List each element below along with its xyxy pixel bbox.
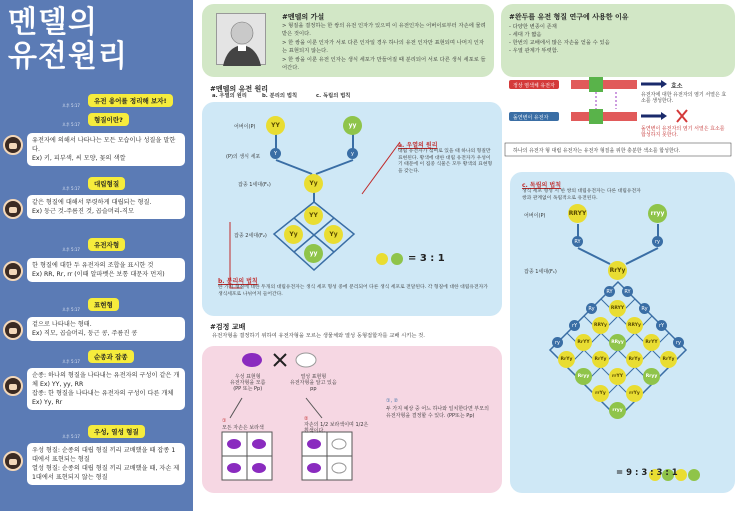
gamete: RY (622, 286, 633, 297)
chat-tag: 유전자형 (88, 238, 125, 251)
f1-label: 잡종 1세대(F₁) (524, 269, 557, 275)
gamete: ry (673, 337, 684, 348)
case-2-caption: 자손의 1/2 보라색이며 1/2은 흰색이다. (304, 422, 369, 434)
reason-line: - 한번의 교배에서 많은 자손을 얻을 수 있음 (509, 40, 610, 46)
chat-tag: 유전 용어를 정리해 보자! (88, 94, 173, 107)
chat-bubble: 순종: 하나의 형질을 나타내는 유전자의 구성이 같은 개체 Ex) YY, yy, RR 잡종: 한 형질을 나타내는 유전자의 구성이 다른 개체 Ex) Yy, Rr (27, 368, 185, 410)
recessive-label: 열성 표현형 유전자형을 알고 있음 pp (290, 374, 337, 392)
hypothesis-line: > 한 쌍을 이룬 인자가 서로 다른 인자일 경우 하나의 유전 인자만 표현되며 나머지 인자는 표현되지 않는다. (282, 40, 484, 54)
dihybrid-cell: RRYy (626, 317, 643, 334)
normal-gene-desc: 유전자에 대한 유전자의 염기 서열은 효소를 생성한다. (641, 92, 727, 104)
gamete: Ry (639, 303, 650, 314)
testcross-conclusion: 두 가지 예상 중 어느 하나와 일치한다면 부모의 유전자형을 결정할 수 있다. (PP또는 Pp) (386, 406, 489, 419)
gamete: rY (656, 320, 667, 331)
sidebar (0, 0, 193, 511)
segregation-note (218, 276, 488, 298)
mutant-gene-desc: 돌연변이 유전자의 염기 서열은 효소를 합성하지 못한다. (641, 126, 725, 138)
reason-line: - 우열 관계가 뚜렷함. (509, 48, 559, 54)
chat-tag: 순종과 잡종 (88, 350, 134, 363)
parent-label: 어버이(P) (524, 213, 546, 219)
mendel-portrait (216, 13, 266, 65)
principle-sub: a. 우열의 원리 (212, 93, 247, 99)
gamete: ry (552, 337, 563, 348)
chat-bubble: 겉으로 나타내는 형태. Ex) 직모, 곱슬머리, 둥근 콩, 주름진 콩 (27, 317, 185, 341)
gamete-RY: RY (572, 236, 583, 247)
pea-YY: YY (266, 116, 285, 135)
case-2-number: ② (304, 416, 309, 422)
gene-expression-diagram (501, 74, 735, 170)
avatar (3, 376, 23, 396)
pea-F2: Yy (284, 225, 303, 244)
dihybrid-cell: RrYy (660, 351, 677, 368)
case-1-number: ① (222, 418, 227, 424)
gamete: Ry (586, 303, 597, 314)
pea-F2: yy (304, 244, 323, 263)
dihybrid-cell: RRyy (609, 334, 626, 351)
chat-bubble: 우성 형질: 순종의 대립 형질 끼리 교배했을 때 잡종 1대에서 표현되는 형질 열성 형질: 순종의 대립 형질 끼리 교배했을 때, 자손 제 1대에서 표현되지 않는 형질 (27, 443, 185, 485)
dihybrid-panel (510, 172, 735, 493)
reason-line: - 세대 가 짧음 (509, 32, 542, 38)
chat-meta: 오후 5:17 (62, 247, 80, 252)
pea-yy: yy (343, 116, 362, 135)
gamete-ry: ry (652, 236, 663, 247)
chat-meta: 오후 5:17 (62, 307, 80, 312)
independence-title: c. 독립의 법칙 (522, 182, 561, 189)
title-line1: 멘델의 (8, 5, 98, 40)
testcross-text: 유전자형을 결정하기 위하여 유전자형을 모르는 생물체와 열성 동형접합자를 교배 시키는 것. (212, 333, 425, 339)
chat-bubble: 같은 형질에 대해서 뚜렷하게 대립되는 형질. Ex) 둥근 것-주름진 것, 곱슬머리-직모 (27, 195, 185, 219)
hypothesis-heading: #멘델의 가설 (282, 13, 325, 21)
reason-panel (501, 4, 735, 77)
dihybrid-cell: rrYY (609, 368, 626, 385)
dominance-note (398, 140, 494, 175)
case-refs: ①, ② (386, 398, 399, 404)
principles-heading: #멘델의 유전 원리 (210, 85, 269, 93)
avatar (3, 199, 23, 219)
chat-meta: 오후 5:17 (62, 434, 80, 439)
reason-heading: #완두를 유전 형질 연구에 사용한 이유 (509, 13, 629, 21)
gamete-y: y (347, 148, 358, 159)
segregation-title: b. 분리의 법칙 (218, 278, 258, 285)
dihybrid-cell: RRYY (609, 300, 626, 317)
dihybrid-cell: RrYY (575, 334, 592, 351)
avatar (3, 261, 23, 281)
page-title (8, 6, 128, 74)
pea-rryy: rryy (648, 204, 667, 223)
chat-bubble: 한 형질에 대한 두 유전자의 조합을 표시한 것 Ex) RR, Rr, rr (이때 알파벳은 보통 대문자 먼저) (27, 258, 185, 282)
segregation-text: 한 가지 형질에 대한 두개의 대립유전자는 생식 세포 형성 중에 분리되어 다른 생식 세포로 전달된다. 각 형질에 대한 대립유전자가 생식세포로 나뉘어져 들어간다. (218, 285, 488, 297)
dihybrid-cell: RrYY (643, 334, 660, 351)
testcross-panel (202, 346, 502, 493)
principle-sub: b. 분리의 법칙 (262, 93, 298, 99)
pea-F2: Yy (324, 225, 343, 244)
dihybrid-cell: RrYy (626, 351, 643, 368)
gamete: RY (604, 286, 615, 297)
principle-sub: c. 독립의 법칙 (316, 93, 351, 99)
dihybrid-cell: RrYy (558, 351, 575, 368)
main-content (196, 0, 740, 511)
independence-text: 생식 세포 형성 시 한 쌍의 대립유전자는 다른 대립유전자 쌍과 관계없이 독립적으로 유전된다. (522, 189, 641, 201)
f2-label: 잡종 2세대(F₂) (234, 233, 267, 239)
avatar (3, 451, 23, 471)
dihybrid-cell: RRYy (592, 317, 609, 334)
dihybrid-cell: RrYy (592, 351, 609, 368)
dihybrid-cell: Rryy (643, 368, 660, 385)
pea-RrYy: RrYy (608, 261, 627, 280)
pea-RRYY: RRYY (568, 204, 587, 223)
testcross-heading: #검정 교배 (210, 323, 246, 331)
dihybrid-cell: rryy (609, 402, 626, 419)
avatar (3, 320, 23, 340)
chat-meta: 오후 5:17 (62, 122, 80, 127)
dominance-text: 대립 유전자가 섞여로 있을 때 하나의 형질만 표현된다. 황색에 대한 대립 유전자가 우성이기 때문에 이 집중 식물은 모두 황색의 표현형을 갖는다. (398, 149, 493, 174)
chat-bubble: 유전자에 의해서 나타나는 모든 모습이나 성질을 말한다. Ex) 키, 피부색, 씨 모양, 꽃의 색깔 (27, 133, 185, 166)
pea-F1: Yy (304, 174, 323, 193)
dominant-label: 우성 표현형 유전자형을 모름 (PP 또는 Pp) (230, 374, 266, 392)
gamete-label: (P)의 생식 세포 (226, 154, 261, 160)
case-1-caption: 모든 자손은 보라색 (222, 425, 264, 431)
chat-meta: 오후 5:17 (62, 186, 80, 191)
chat-meta: 오후 5:17 (62, 359, 80, 364)
gamete-Y: Y (270, 148, 281, 159)
chat-tag: 우성, 열성 형질 (88, 425, 145, 438)
hypothesis-panel (202, 4, 494, 77)
monohybrid-ratio: = 3 : 1 (408, 253, 445, 264)
normal-gene-label: 정상 염색체 유전자 (513, 83, 555, 89)
chat-meta: 오후 5:17 (62, 103, 80, 108)
avatar (3, 135, 23, 155)
chat-tag: 표현형 (88, 298, 119, 311)
chat-tag: 대립형질 (88, 177, 125, 190)
gene-summary: 하나의 유전자 형 대립 유전자는 유전자 형질을 위한 충분한 색소를 합성한다. (513, 148, 681, 154)
chat-tag: 형질이란? (88, 113, 129, 126)
dihybrid-cell: rrYy (626, 385, 643, 402)
dihybrid-cell: rrYy (592, 385, 609, 402)
mutant-gene-label: 돌연변이 유전자 (513, 115, 549, 121)
hypothesis-line: > 형질을 결정하는 한 쌍의 유전 인자가 있으며 이 유전인자는 어버이로부터 자손에 물려 받은 것이다. (282, 23, 486, 37)
title-line2: 유전원리 (8, 39, 128, 74)
enzyme-label: 효소 (671, 83, 683, 90)
pea-F2: YY (304, 206, 323, 225)
gamete: rY (569, 320, 580, 331)
monohybrid-panel (202, 102, 502, 316)
dihybrid-ratio: = 9 : 3 : 3 : 1 (616, 468, 678, 478)
f1-label: 잡종 1세대(F₁) (238, 182, 271, 188)
dominance-title: a. 우열의 원리 (398, 142, 438, 149)
hypothesis-line: > 한 쌍을 이룬 유전 인자는 생식 세포가 만들어질 때 분리되어 서로 다른 생식 세포로 들어간다. (282, 57, 486, 71)
dihybrid-cell: Rryy (575, 368, 592, 385)
parent-label: 어버이(P) (234, 124, 256, 130)
reason-line: - 다양한 변종이 존재 (509, 24, 557, 30)
